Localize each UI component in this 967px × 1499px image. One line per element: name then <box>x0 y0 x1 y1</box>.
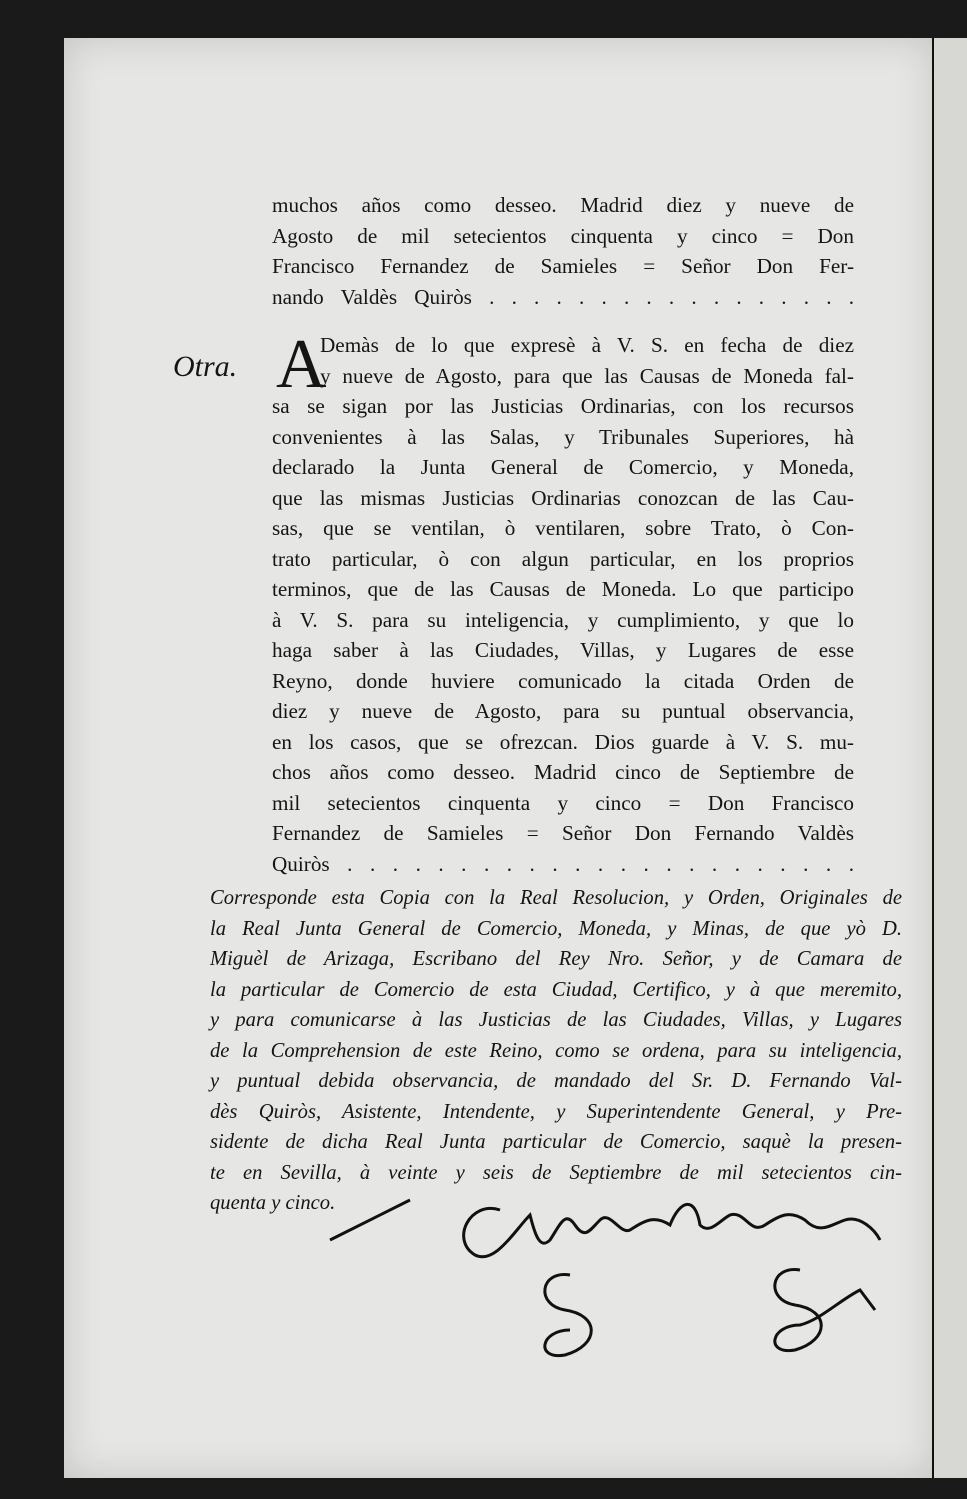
cert-line: sidente de dicha Real Junta particular de Comercio, saquè la presen- <box>210 1131 902 1153</box>
text-line: convenientes à las Salas, y Tribunales Superiores, hà <box>272 424 854 449</box>
text-line: diez y nueve de Agosto, para su puntual observancia, <box>272 699 854 723</box>
cert-line: te en Sevilla, à veinte y seis de Septiembre de mil setecientos cin- <box>210 1161 902 1184</box>
text-line: que las mismas Justicias Ordinarias conozcan de las Cau- <box>272 485 854 510</box>
first-text-block <box>272 190 854 312</box>
cert-line: y para comunicarse à las Justicias de las Ciudades, Villas, y Lugares <box>210 1009 902 1031</box>
cert-line: la Real Junta General de Comercio, Moneda, y Minas, de que yò D. <box>210 917 902 940</box>
text-line: muchos años como desseo. Madrid diez y nueve de <box>272 193 854 217</box>
cert-line: de la Comprehension de este Reino, como se ordena, para su inteligencia, <box>210 1039 902 1062</box>
text-line: nando Valdès Quiròs . . . . . . . . . . . . . . . . . <box>272 284 854 309</box>
cert-line: Corresponde esta Copia con la Real Resolucion, y Orden, Originales de <box>210 887 902 909</box>
text-line: mil setecientos cinquenta y cinco = Don Francisco <box>272 790 854 815</box>
handwritten-signature <box>300 1180 920 1380</box>
certification-block <box>210 883 902 1219</box>
text-line: trato particular, ò con algun particular, en los proprios <box>272 546 854 571</box>
adjacent-page-edge <box>932 38 967 1478</box>
text-line: declarado la Junta General de Comercio, y Moneda, <box>272 455 854 479</box>
text-line: Fernandez de Samieles = Señor Don Fernando Valdès <box>272 821 854 845</box>
text-line: haga saber à las Ciudades, Villas, y Lugares de esse <box>272 638 854 662</box>
text-line: chos años como desseo. Madrid cinco de Septiembre de <box>272 760 854 784</box>
cert-line: y puntual debida observancia, de mandado del Sr. D. Fernando Val- <box>210 1070 902 1092</box>
text-line: à V. S. para su inteligencia, y cumplimiento, y que lo <box>272 607 854 632</box>
text-line: Demàs de lo que expresè à V. S. en fecha de diez <box>320 333 854 357</box>
second-text-block <box>272 326 854 879</box>
text-line: Francisco Fernandez de Samieles = Señor Don Fer- <box>272 254 854 278</box>
text-line: en los casos, que se ofrezcan. Dios guarde à V. S. mu- <box>272 729 854 754</box>
text-line: Agosto de mil setecientos cinquenta y cinco = Don <box>272 223 854 248</box>
margin-label: Otra. <box>173 350 238 383</box>
cert-line: dès Quiròs, Asistente, Intendente, y Superintendente General, y Pre- <box>210 1100 902 1123</box>
text-line: sas, que se ventilan, ò ventilaren, sobre Trato, ò Con- <box>272 516 854 540</box>
cert-line: quenta y cinco. <box>210 1192 336 1214</box>
cert-line: Miguèl de Arizaga, Escribano del Rey Nro. Señor, y de Camara de <box>210 948 902 970</box>
text-line: Quiròs . . . . . . . . . . . . . . . . . . . . . . . <box>272 851 854 876</box>
text-line: y nueve de Agosto, para que las Causas de Moneda fal- <box>320 363 854 388</box>
text-line: sa se sigan por las Justicias Ordinarias, con los recursos <box>272 394 854 418</box>
text-line: Reyno, donde huviere comunicado la citada Orden de <box>272 668 854 693</box>
text-line: terminos, que de las Causas de Moneda. Lo que participo <box>272 577 854 601</box>
drop-cap: A <box>276 326 327 403</box>
cert-line: la particular de Comercio de esta Ciudad, Certifico, y à que meremito, <box>210 978 902 1001</box>
